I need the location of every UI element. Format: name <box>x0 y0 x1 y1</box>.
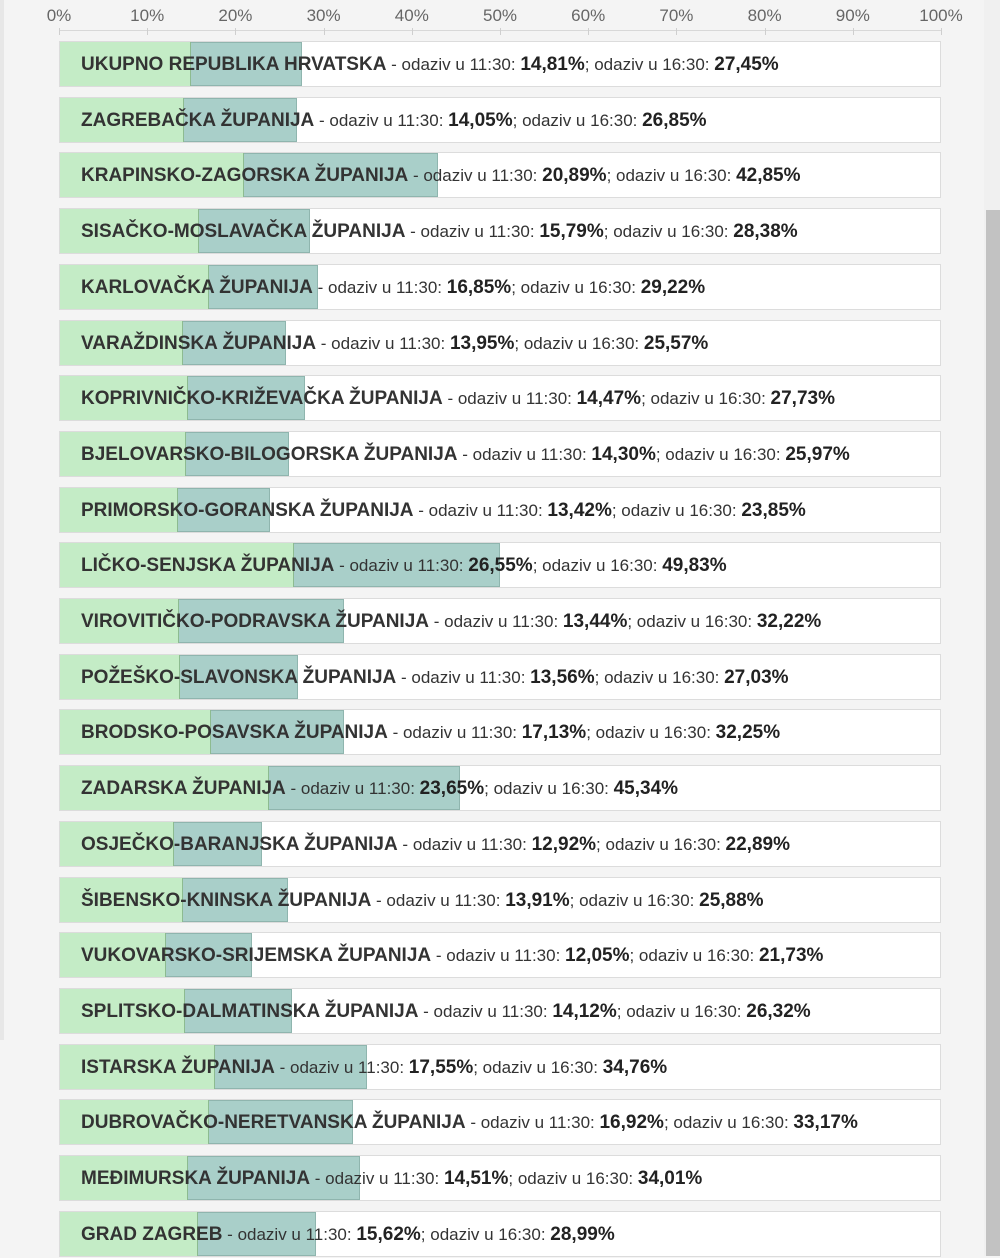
value-turnout-1130: 14,05% <box>448 110 513 131</box>
label-turnout-1130-text: odaziv u 11:30: <box>386 891 506 910</box>
bar-row[interactable] <box>59 709 941 755</box>
label-separator: - <box>312 278 328 297</box>
category-label: KRAPINSKO-ZAGORSKA ŽUPANIJA <box>81 165 409 186</box>
category-label: VARAŽDINSKA ŽUPANIJA <box>81 333 317 354</box>
label-separator: - <box>310 1169 326 1188</box>
x-tick-mark <box>765 28 766 35</box>
bar-data-label <box>81 98 707 142</box>
bar-data-label <box>81 42 779 86</box>
bar-row[interactable] <box>59 877 941 923</box>
x-tick-label: 70% <box>659 6 694 25</box>
value-turnout-1630: 25,88% <box>699 890 764 911</box>
category-label: ZADARSKA ŽUPANIJA <box>81 778 286 799</box>
label-separator: - <box>429 612 445 631</box>
bar-row[interactable] <box>59 821 941 867</box>
category-label: MEĐIMURSKA ŽUPANIJA <box>81 1168 311 1189</box>
value-turnout-1630: 27,03% <box>724 667 789 688</box>
scrollbar-thumb[interactable] <box>986 210 1000 1256</box>
category-label: PRIMORSKO-GORANSKA ŽUPANIJA <box>81 500 414 521</box>
x-tick-mark <box>588 28 589 35</box>
label-turnout-1630-text: ; odaziv u 16:30: <box>584 55 715 74</box>
value-turnout-1130: 16,92% <box>599 1112 664 1133</box>
bar-row[interactable] <box>59 431 941 477</box>
label-separator: - <box>316 334 332 353</box>
label-separator: - <box>371 891 387 910</box>
label-turnout-1630-text: ; odaziv u 16:30: <box>641 389 771 408</box>
x-tick-label: 100% <box>919 6 963 25</box>
label-turnout-1130-text: odaziv u 11:30: <box>401 55 521 74</box>
value-turnout-1630: 25,57% <box>643 333 709 354</box>
category-label: KARLOVAČKA ŽUPANIJA <box>81 277 313 298</box>
bar-data-label <box>81 655 789 699</box>
value-turnout-1630: 26,85% <box>642 110 707 131</box>
category-label: VIROVITIČKO-PODRAVSKA ŽUPANIJA <box>81 611 430 632</box>
label-turnout-1130-text: odaziv u 11:30: <box>327 278 447 297</box>
bar-row[interactable] <box>59 97 941 143</box>
category-label: ZAGREBAČKA ŽUPANIJA <box>81 110 315 131</box>
x-tick-label: 0% <box>46 6 72 25</box>
label-turnout-1630-text: ; odaziv u 16:30: <box>629 946 759 965</box>
x-tick-mark <box>412 28 413 35</box>
label-separator: - <box>274 1058 290 1077</box>
bar-row[interactable] <box>59 654 941 700</box>
category-label: GRAD ZAGREB <box>81 1224 223 1245</box>
label-turnout-1630-text: ; odaziv u 16:30: <box>627 612 757 631</box>
label-separator: - <box>408 166 424 185</box>
value-turnout-1630: 27,45% <box>714 54 779 75</box>
value-turnout-1130: 14,51% <box>443 1168 509 1189</box>
label-turnout-1630-text: ; odaziv u 16:30: <box>514 334 644 353</box>
x-tick-label: 80% <box>747 6 782 25</box>
x-tick-mark <box>235 28 236 35</box>
bar-row[interactable] <box>59 320 941 366</box>
x-tick-mark <box>59 28 60 35</box>
label-separator: - <box>405 222 421 241</box>
category-label: UKUPNO REPUBLIKA HRVATSKA <box>81 54 387 75</box>
bar-row[interactable] <box>59 988 941 1034</box>
label-turnout-1130-text: odaziv u 11:30: <box>420 222 540 241</box>
label-separator: - <box>285 779 301 798</box>
value-turnout-1130: 20,89% <box>542 165 607 186</box>
category-label: KOPRIVNIČKO-KRIŽEVAČKA ŽUPANIJA <box>81 388 443 409</box>
label-turnout-1630-text: ; odaziv u 16:30: <box>655 445 786 464</box>
label-turnout-1130-text: odaziv u 11:30: <box>428 501 548 520</box>
category-label: DUBROVAČKO-NERETVANSKA ŽUPANIJA <box>81 1112 466 1133</box>
label-turnout-1630-text: ; odaziv u 16:30: <box>616 1002 747 1021</box>
label-separator: - <box>314 111 330 130</box>
label-turnout-1630-text: ; odaziv u 16:30: <box>586 723 716 742</box>
value-turnout-1130: 13,56% <box>530 667 595 688</box>
label-turnout-1630-text: ; odaziv u 16:30: <box>603 222 734 241</box>
bar-data-label <box>81 209 798 253</box>
value-turnout-1130: 16,85% <box>446 277 512 298</box>
label-turnout-1130-text: odaziv u 11:30: <box>444 612 563 631</box>
bar-data-label <box>81 265 705 309</box>
label-turnout-1130-text: odaziv u 11:30: <box>325 1169 444 1188</box>
value-turnout-1630: 21,73% <box>758 945 824 966</box>
bar-data-label <box>81 321 708 365</box>
value-turnout-1130: 12,92% <box>531 834 597 855</box>
label-turnout-1130-text: odaziv u 11:30: <box>300 779 420 798</box>
category-label: BRODSKO-POSAVSKA ŽUPANIJA <box>81 722 388 743</box>
bar-data-label <box>81 153 801 197</box>
bar-row[interactable] <box>59 208 941 254</box>
value-turnout-1130: 13,44% <box>562 611 628 632</box>
value-turnout-1630: 22,89% <box>725 834 790 855</box>
bar-data-label <box>81 432 850 476</box>
label-turnout-1630-text: ; odaziv u 16:30: <box>508 1169 638 1188</box>
value-turnout-1130: 15,62% <box>356 1224 421 1245</box>
value-turnout-1130: 23,65% <box>419 778 485 799</box>
label-turnout-1130-text: odaziv u 11:30: <box>480 1113 600 1132</box>
x-tick-mark <box>676 28 677 35</box>
bar-data-label <box>81 1212 615 1256</box>
value-turnout-1630: 32,25% <box>715 722 781 743</box>
bar-row[interactable] <box>59 765 941 811</box>
bar-row[interactable] <box>59 1099 941 1145</box>
bar-data-label <box>81 1100 858 1144</box>
x-tick-label: 10% <box>130 6 165 25</box>
value-turnout-1630: 25,97% <box>785 444 850 465</box>
value-turnout-1630: 45,34% <box>613 778 679 799</box>
value-turnout-1130: 17,55% <box>408 1057 474 1078</box>
label-separator: - <box>396 668 412 687</box>
x-tick-label: 20% <box>218 6 253 25</box>
bar-data-label <box>81 599 821 643</box>
value-turnout-1130: 14,12% <box>552 1001 617 1022</box>
bar-data-label <box>81 933 823 977</box>
category-label: SPLITSKO-DALMATINSKA ŽUPANIJA <box>81 1001 419 1022</box>
value-turnout-1130: 12,05% <box>565 945 630 966</box>
bar-row[interactable] <box>59 1155 941 1201</box>
value-turnout-1630: 42,85% <box>736 165 801 186</box>
label-turnout-1630-text: ; odaziv u 16:30: <box>511 278 641 297</box>
x-tick-label: 50% <box>482 6 518 25</box>
value-turnout-1630: 32,22% <box>756 611 822 632</box>
label-turnout-1130-text: odaziv u 11:30: <box>423 166 543 185</box>
category-label: ŠIBENSKO-KNINSKA ŽUPANIJA <box>81 890 372 911</box>
x-tick-label: 60% <box>571 6 606 25</box>
label-turnout-1630-text: ; odaziv u 16:30: <box>420 1225 551 1244</box>
category-label: VUKOVARSKO-SRIJEMSKA ŽUPANIJA <box>81 945 432 966</box>
label-turnout-1130-text: odaziv u 11:30: <box>472 445 592 464</box>
label-turnout-1630-text: ; odaziv u 16:30: <box>569 891 700 910</box>
value-turnout-1130: 13,42% <box>547 500 612 521</box>
bar-row[interactable] <box>59 598 941 644</box>
bar-row[interactable] <box>59 152 941 198</box>
bar-row[interactable] <box>59 1044 941 1090</box>
label-separator: - <box>457 445 473 464</box>
value-turnout-1630: 29,22% <box>640 277 706 298</box>
category-label: SISAČKO-MOSLAVAČKA ŽUPANIJA <box>81 221 406 242</box>
x-tick-label: 90% <box>835 6 870 25</box>
bar-data-label <box>81 878 764 922</box>
value-turnout-1630: 34,76% <box>602 1057 668 1078</box>
bar-data-label <box>81 989 811 1033</box>
bar-data-label <box>81 376 835 420</box>
label-turnout-1130-text: odaziv u 11:30: <box>402 723 522 742</box>
label-turnout-1130-text: odaziv u 11:30: <box>331 334 450 353</box>
value-turnout-1630: 26,32% <box>746 1001 811 1022</box>
label-separator: - <box>334 556 350 575</box>
label-turnout-1630-text: ; odaziv u 16:30: <box>532 556 663 575</box>
label-turnout-1130-text: odaziv u 11:30: <box>411 668 531 687</box>
x-tick-mark <box>147 28 148 35</box>
bar-data-label <box>81 488 806 532</box>
bar-row[interactable] <box>59 932 941 978</box>
label-turnout-1630-text: ; odaziv u 16:30: <box>611 501 742 520</box>
value-turnout-1130: 13,91% <box>505 890 570 911</box>
label-turnout-1130-text: odaziv u 11:30: <box>237 1225 357 1244</box>
value-turnout-1630: 34,01% <box>637 1168 703 1189</box>
label-separator: - <box>418 1002 434 1021</box>
category-label: LIČKO-SENJSKA ŽUPANIJA <box>81 555 335 576</box>
label-turnout-1630-text: ; odaziv u 16:30: <box>594 668 725 687</box>
value-turnout-1130: 14,30% <box>591 444 656 465</box>
x-tick-mark <box>941 28 942 35</box>
label-separator: - <box>431 946 447 965</box>
label-turnout-1630-text: ; odaziv u 16:30: <box>596 835 726 854</box>
label-separator: - <box>222 1225 238 1244</box>
label-turnout-1630-text: ; odaziv u 16:30: <box>512 111 643 130</box>
x-tick-mark <box>500 28 501 35</box>
bar-row[interactable] <box>59 264 941 310</box>
bar-row[interactable] <box>59 41 941 87</box>
x-tick-label: 40% <box>394 6 429 25</box>
value-turnout-1130: 14,81% <box>520 54 585 75</box>
label-turnout-1630-text: ; odaziv u 16:30: <box>473 1058 603 1077</box>
label-separator: - <box>442 389 458 408</box>
category-label: ISTARSKA ŽUPANIJA <box>81 1057 275 1078</box>
bar-data-label <box>81 543 727 587</box>
value-turnout-1630: 28,99% <box>550 1224 615 1245</box>
value-turnout-1630: 33,17% <box>793 1112 858 1133</box>
label-turnout-1130-text: odaziv u 11:30: <box>433 1002 553 1021</box>
value-turnout-1130: 15,79% <box>539 221 604 242</box>
label-turnout-1130-text: odaziv u 11:30: <box>329 111 449 130</box>
bar-data-label <box>81 710 780 754</box>
value-turnout-1130: 14,47% <box>576 388 642 409</box>
label-turnout-1130-text: odaziv u 11:30: <box>290 1058 409 1077</box>
label-turnout-1130-text: odaziv u 11:30: <box>349 556 469 575</box>
value-turnout-1130: 26,55% <box>468 555 533 576</box>
value-turnout-1630: 49,83% <box>662 555 727 576</box>
category-label: POŽEŠKO-SLAVONSKA ŽUPANIJA <box>81 667 397 688</box>
label-turnout-1130-text: odaziv u 11:30: <box>412 835 532 854</box>
bar-row[interactable] <box>59 487 941 533</box>
label-separator: - <box>397 835 413 854</box>
x-tick-mark <box>853 28 854 35</box>
label-separator: - <box>465 1113 481 1132</box>
value-turnout-1630: 28,38% <box>733 221 798 242</box>
bar-row[interactable] <box>59 542 941 588</box>
value-turnout-1130: 17,13% <box>521 722 587 743</box>
bar-row[interactable] <box>59 375 941 421</box>
category-label: BJELOVARSKO-BILOGORSKA ŽUPANIJA <box>81 444 458 465</box>
category-label: OSJEČKO-BARANJSKA ŽUPANIJA <box>81 834 398 855</box>
x-tick-mark <box>324 28 325 35</box>
bar-row[interactable] <box>59 1211 941 1257</box>
label-separator: - <box>387 723 403 742</box>
value-turnout-1630: 27,73% <box>770 388 835 409</box>
label-turnout-1630-text: ; odaziv u 16:30: <box>484 779 614 798</box>
bar-data-label <box>81 822 790 866</box>
x-tick-label: 30% <box>306 6 341 25</box>
label-separator: - <box>413 501 429 520</box>
bar-data-label <box>81 766 678 810</box>
value-turnout-1630: 23,85% <box>741 500 806 521</box>
value-turnout-1130: 13,95% <box>449 333 515 354</box>
label-turnout-1130-text: odaziv u 11:30: <box>457 389 577 408</box>
bar-data-label <box>81 1045 667 1089</box>
bar-data-label <box>81 1156 702 1200</box>
label-separator: - <box>386 55 402 74</box>
label-turnout-1130-text: odaziv u 11:30: <box>446 946 566 965</box>
label-turnout-1630-text: ; odaziv u 16:30: <box>663 1113 794 1132</box>
label-turnout-1630-text: ; odaziv u 16:30: <box>606 166 737 185</box>
